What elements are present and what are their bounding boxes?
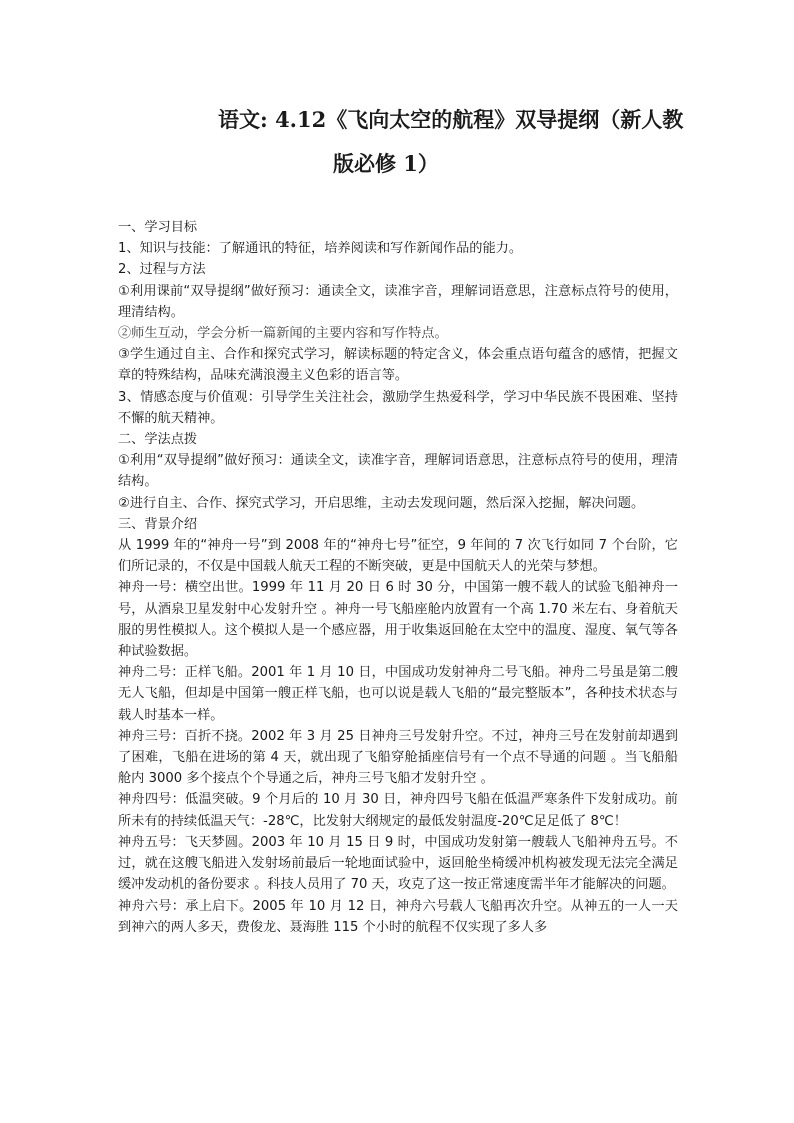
section-heading-background: 三、背景介绍 [118, 516, 198, 532]
paragraph-process-methods: 2、过程与方法 [118, 262, 206, 278]
paragraph-shenzhou-2: 神舟二号：正样飞船。2001 年 1 月 10 日，中国成功发射神舟二号飞船。神舟二号虽是第二艘无人飞船，但却是中国第一艘正样飞船，也可以说是载人飞船的“最完整版本”，各种技术状态与载人时基本一样。 [118, 665, 678, 723]
paragraph-shenzhou-4: 神舟四号：低温突破。9 个月后的 10 月 30 日，神舟四号飞船在低温严寒条件下发射成功。前所未有的持续低温天气：-28℃，比发射大纲规定的最低发射温度-20℃足足低了 8℃！ [118, 792, 678, 829]
paragraph-shenzhou-6: 神舟六号：承上启下。2005 年 10 月 12 日，神舟六号载人飞船再次升空。从神五的一人一天到神六的两人多天，费俊龙、聂海胜 115 个小时的航程不仅实现了多人多 [118, 898, 678, 935]
paragraph-tip-2: ②进行自主、合作、探究式学习，开启思维，主动去发现问题，然后深入挖掘，解决问题。 [118, 495, 645, 511]
paragraph-shenzhou-5: 神舟五号：飞天梦圆。2003 年 10 月 15 日 9 时，中国成功发射第一艘载人飞船神舟五号。不过，就在这艘飞船进入发射场前最后一轮地面试验中，返回舱坐椅缓冲机构被发现无法完全满足缓冲发动机的备份要求 。科技人员用了 70 天，攻克了这一按正常速度需半年才能解决的问题。 [118, 834, 678, 893]
paragraph-tip-1: ①利用“双导提纲”做好预习：通读全文，读准字音，理解词语意思，注意标点符号的使用，理清结构。 [118, 453, 678, 490]
title-line-1: 语文: 4.12《飞向太空的航程》双导提纲（新人教 [218, 107, 684, 132]
paragraph-knowledge-skills: 1、知识与技能：了解通讯的特征，培养阅读和写作新闻作品的能力。 [118, 241, 523, 257]
title-line-2: 版必修 1） [333, 151, 439, 176]
document-body [118, 217, 678, 938]
paragraph-method-3: ③学生通过自主、合作和探究式学习，解读标题的特定含义，体会重点语句蕴含的感情，把握文章的特殊结构，品味充满浪漫主义色彩的语言等。 [118, 347, 678, 384]
paragraph-emotion-values: 3、情感态度与价值观：引导学生关注社会，激励学生热爱科学，学习中华民族不畏困难、坚持不懈的航天精神。 [118, 389, 678, 426]
section-heading-study-tips: 二、学法点拨 [118, 432, 198, 448]
section-heading-objectives: 一、学习目标 [118, 220, 198, 235]
paragraph-shenzhou-1: 神舟一号：横空出世。1999 年 11 月 20 日 6 时 30 分，中国第一艘不载人的试验飞船神舟一号，从酒泉卫星发射中心发射升空 。神舟一号飞船座舱内放置有一个高 1.70 米左右、身着航天服的男性模拟人。这个模拟人是一个感应器，用于收集返回舱在太空中的温度、湿度、氧气等各种试验数据。 [118, 580, 678, 660]
paragraph-method-2: ②师生互动，学会分析一篇新闻的主要内容和写作特点。 [118, 326, 448, 342]
paragraph-method-1: ①利用课前“双导提纲”做好预习：通读全文，读准字音，理解词语意思，注意标点符号的使用，理清结构。 [118, 283, 678, 320]
paragraph-shenzhou-3: 神舟三号：百折不挠。2002 年 3 月 25 日神舟三号发射升空。不过，神舟三号在发射前却遇到了困难，飞船在进场的第 4 天，就出现了飞船穿舱插座信号有一个点不导通的问题 。当飞船船舱内 3000 多个接点个个导通之后，神舟三号飞船才发射升空 。 [118, 728, 678, 787]
paragraph-background-intro: 从 1999 年的“神舟一号”到 2008 年的“神舟七号”征空，9 年间的 7 次飞行如同 7 个台阶，它们所记录的，不仅是中国载人航天工程的不断突破，更是中国航天人的光荣与梦想。 [118, 538, 678, 575]
